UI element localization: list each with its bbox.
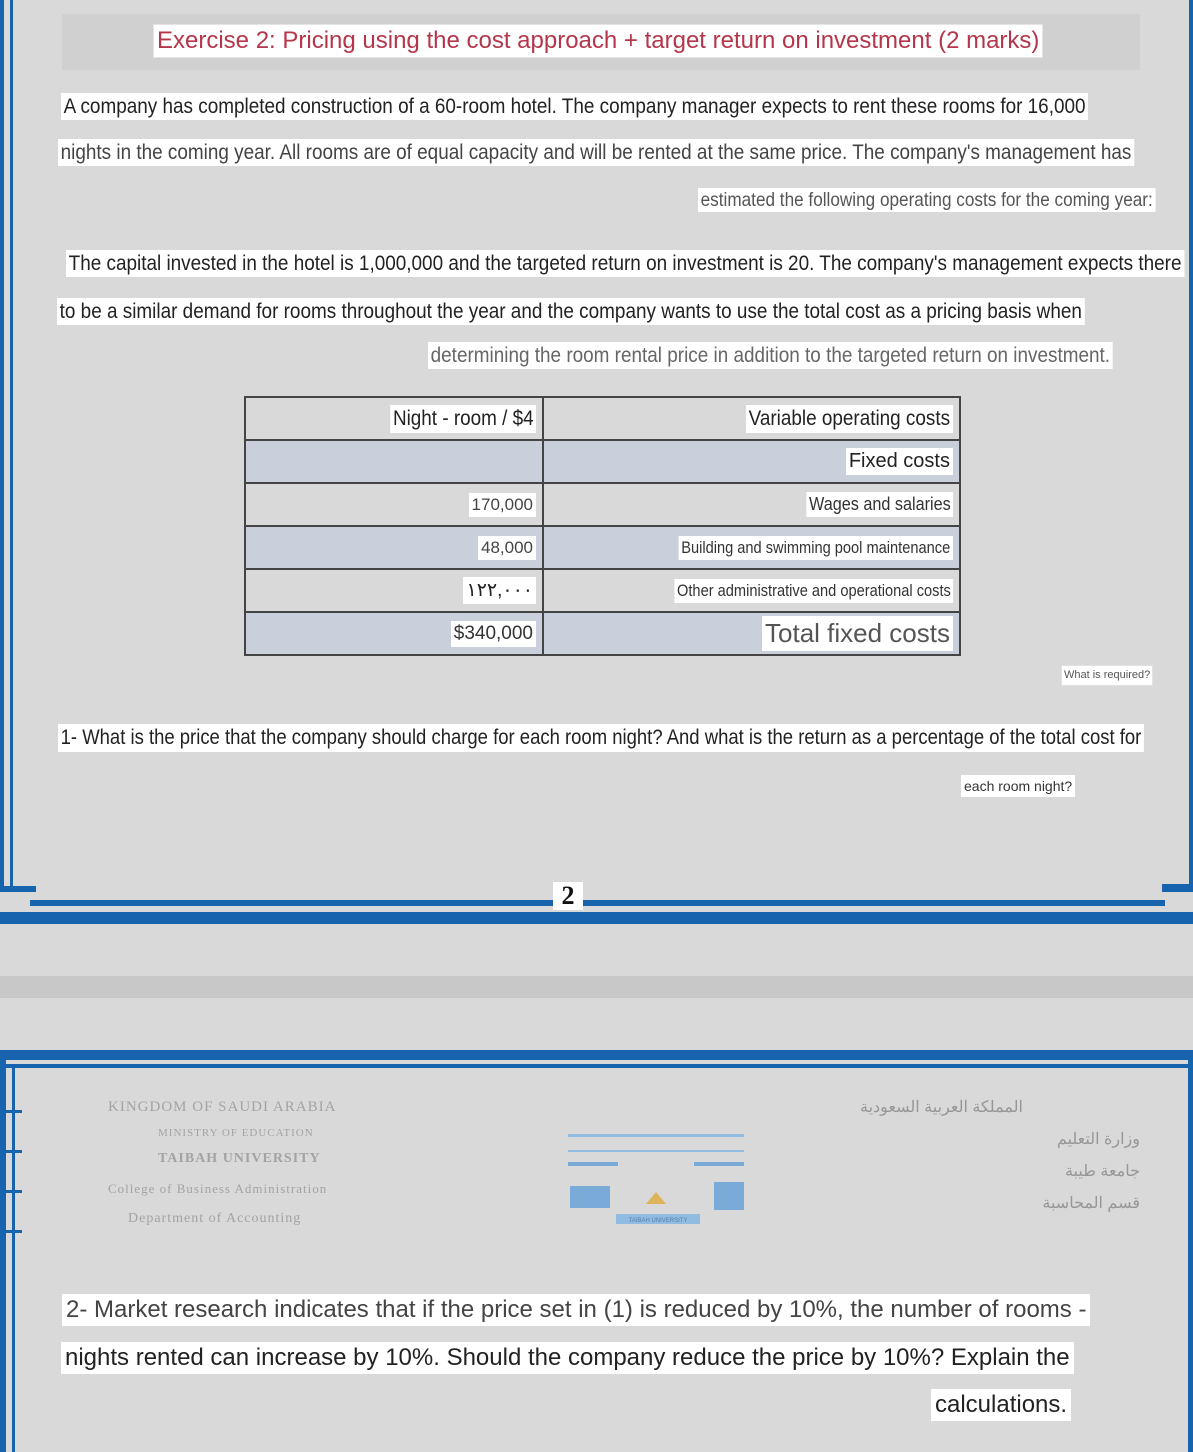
table-label: Building and swimming pool maintenance [679, 536, 953, 560]
university-header-arabic [860, 1092, 1140, 1220]
question-2-line-2: nights rented can increase by 10%. Should the company reduce the price by 10%? Explain the [61, 1342, 1074, 1374]
page-number: 2 [553, 882, 583, 910]
university-header-english [108, 1092, 388, 1234]
table-value: $340,000 [451, 621, 536, 647]
table-cell [245, 483, 543, 526]
table-cell [543, 397, 960, 440]
header-line: TAIBAH UNIVERSITY [158, 1151, 321, 1166]
cost-table [244, 396, 961, 656]
question-1-line-2: each room night? [961, 775, 1075, 797]
table-cell [245, 397, 543, 440]
table-row [245, 440, 960, 483]
table-cell [543, 612, 960, 655]
table-row [245, 612, 960, 655]
table-row [245, 526, 960, 569]
header-line: قسم المحاسبة [1042, 1195, 1140, 1212]
intro-line-3: estimated the following operating costs for the coming year: [698, 188, 1155, 212]
table-row [245, 483, 960, 526]
table-value: 48,000 [478, 536, 536, 560]
header-line: جامعة طيبة [1064, 1163, 1140, 1180]
question-2-line-3: calculations. [931, 1389, 1071, 1421]
table-cell [245, 526, 543, 569]
capital-line-3: determining the room rental price in addition to the targeted return on investment. [428, 342, 1113, 369]
page-border-left-inner [10, 0, 13, 890]
table-row [245, 397, 960, 440]
header-line: College of Business Administration [108, 1181, 328, 1196]
page2-border-top-thin [0, 1064, 1193, 1068]
page-border-right [1189, 0, 1193, 890]
table-cell [543, 483, 960, 526]
page-border-bottom [30, 900, 1165, 906]
question-1-line-1: 1- What is the price that the company should charge for each room night? And what is the return as a percentage of the total cost for [58, 724, 1144, 752]
page2-border-left [0, 1060, 6, 1452]
table-label: Other administrative and operational costs [674, 579, 953, 603]
table-value: ١٢٢,٠٠٠ [463, 577, 536, 604]
table-label: Total fixed costs [762, 616, 953, 651]
capital-line-2: to be a similar demand for rooms throughout the year and the company wants to use the total cost as a pricing basis when [57, 298, 1085, 325]
page-border-corner-right [1162, 884, 1193, 892]
intro-line-2: nights in the coming year. All rooms are of equal capacity and will be rented at the same price. The company's management has [58, 139, 1134, 166]
table-value: 170,000 [469, 493, 536, 517]
page2-border-tick [0, 1150, 22, 1153]
header-line: المملكة العربية السعودية [860, 1099, 1023, 1116]
header-line: KINGDOM OF SAUDI ARABIA [108, 1099, 337, 1115]
exercise-title: Exercise 2: Pricing using the cost approach + target return on investment (2 marks) [153, 24, 1043, 58]
intro-line-1: A company has completed construction of a 60-room hotel. The company manager expects to rent these rooms for 16,000 [61, 93, 1088, 120]
table-label: Variable operating costs [746, 405, 953, 433]
table-cell [543, 440, 960, 483]
question-2-line-1: 2- Market research indicates that if the price set in (1) is reduced by 10%, the number of rooms - [62, 1294, 1090, 1326]
header-line: وزارة التعليم [1056, 1131, 1140, 1148]
page2-border-tick [0, 1190, 22, 1193]
table-cell [543, 526, 960, 569]
what-required-label: What is required? [1061, 665, 1153, 686]
header-line: MINISTRY OF EDUCATION [158, 1127, 314, 1139]
capital-line-1: The capital invested in the hotel is 1,000,000 and the targeted return on investment is 20. The company's management expects there [66, 250, 1184, 277]
page2-border-tick [0, 1230, 22, 1233]
header-line: Department of Accounting [128, 1211, 302, 1226]
table-cell [245, 612, 543, 655]
page-border-left [0, 0, 4, 890]
university-logo [566, 1120, 746, 1230]
table-value: Night - room / $4 [390, 405, 536, 433]
logo-caption: TAIBAH UNIVERSITY [628, 1218, 688, 1224]
table-cell [245, 440, 543, 483]
table-row [245, 569, 960, 612]
page2-border-top [0, 1050, 1193, 1060]
table-label: Fixed costs [846, 448, 953, 475]
table-cell [543, 569, 960, 612]
table-cell [245, 569, 543, 612]
page2-border-right [1188, 1060, 1193, 1452]
page2-border-left-inner [12, 1068, 15, 1452]
page-border-corner [0, 886, 36, 892]
page-border-bottom-thick [0, 912, 1193, 924]
table-label: Wages and salaries [806, 492, 953, 517]
page-separator [0, 976, 1193, 998]
page2-border-tick [0, 1110, 22, 1113]
